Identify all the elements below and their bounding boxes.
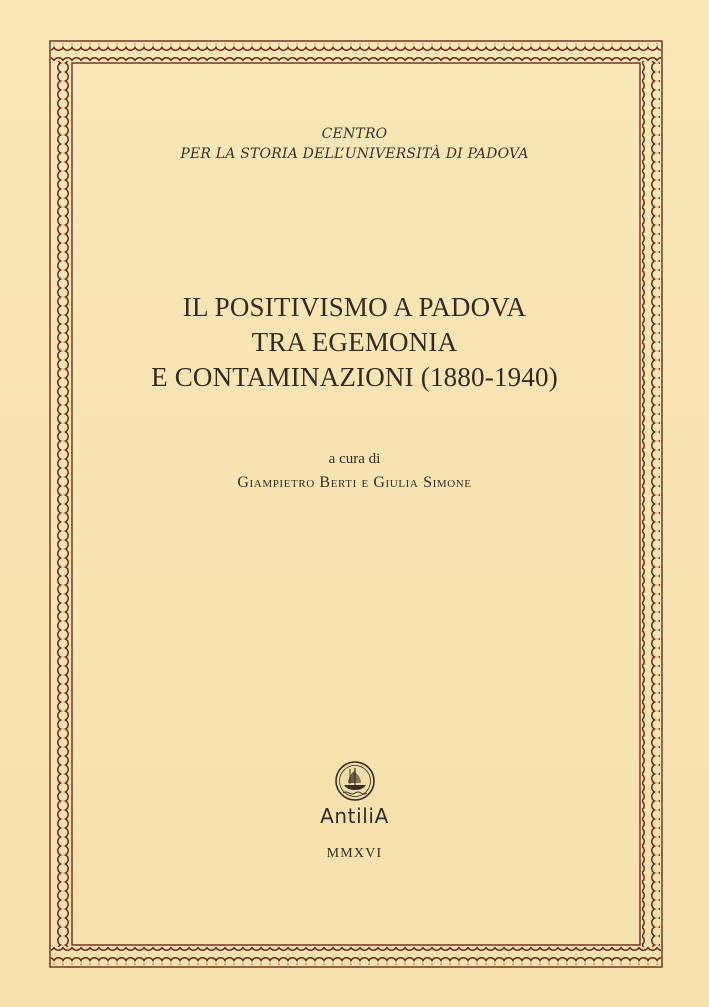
ship-seal-icon bbox=[334, 760, 376, 802]
editors-block bbox=[0, 448, 709, 496]
edited-by-label: a cura di bbox=[328, 451, 381, 467]
title-line-2: TRA EGEMONIA bbox=[251, 327, 458, 357]
publication-year: MMXVI bbox=[326, 846, 383, 861]
series-heading bbox=[0, 124, 709, 164]
title-line-1: IL POSITIVISMO A PADOVA bbox=[182, 292, 527, 322]
editor-names: Giampietro Berti e Giulia Simone bbox=[237, 474, 472, 491]
publisher-name: AntiliA bbox=[320, 804, 389, 828]
book-title bbox=[0, 290, 709, 395]
series-line-1: CENTRO bbox=[321, 126, 388, 142]
title-line-3: E CONTAMINAZIONI (1880-1940) bbox=[151, 362, 558, 392]
series-line-2: PER LA STORIA DELL’UNIVERSITÀ DI PADOVA bbox=[180, 146, 529, 162]
